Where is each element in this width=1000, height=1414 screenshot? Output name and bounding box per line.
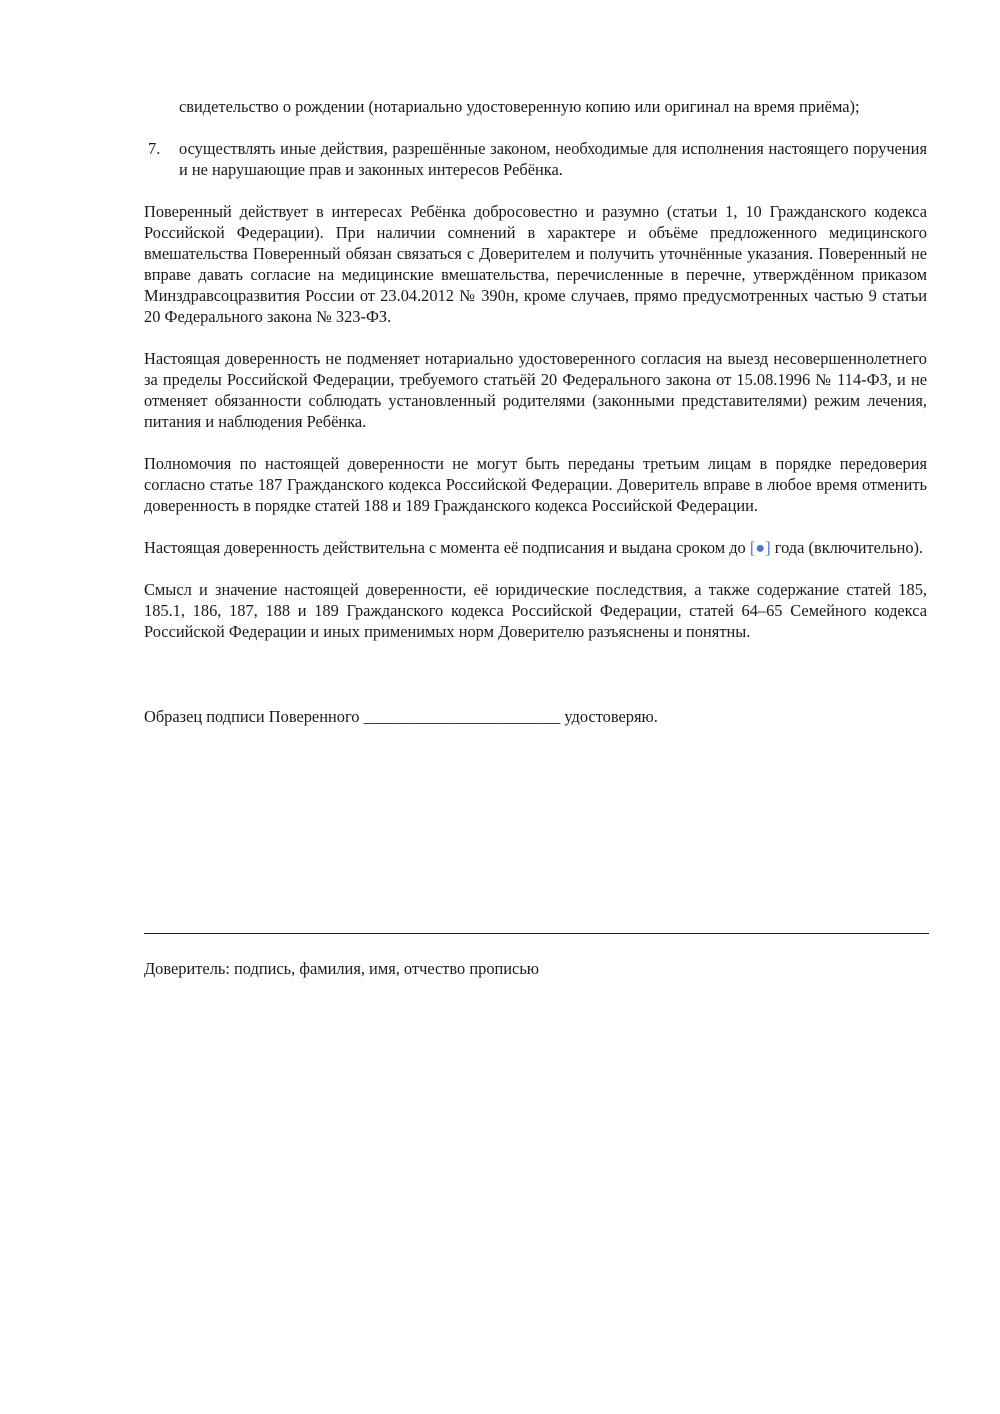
list-item-text: осуществлять иные действия, разрешённые законом, необходимые для исполнения настоящего поручения и не нарушающие прав и законных интересов Ребёнка.: [179, 139, 927, 179]
attorney-signature-sample: Образец подписи Поверенного ________________________ удостоверяю.: [144, 707, 658, 726]
document-page: [144, 96, 927, 727]
list-item-number: 7.: [148, 139, 161, 158]
paragraph-attorney-duties: Поверенный действует в интересах Ребёнка добросовестно и разумно (статьи 1, 10 Гражданского кодекса Российской Федерации). При наличии сомнений в характере и объёме предложенного медицинского вмешательства Поверенный обязан связаться с Доверителем и получить уточнённые указания. Поверенный не вправе давать согласие на медицинские вмешательства, перечисленные в перечне, утверждённом приказом Минздравсоцразвития России от 23.04.2012 № 390н, кроме случаев, прямо предусмотренных частью 9 статьи 20 Федерального закона № 323-ФЗ.: [144, 202, 927, 326]
paragraph-delegation: Полномочия по настоящей доверенности не могут быть переданы третьим лицам в порядке передоверия согласно статье 187 Гражданского кодекса Российской Федерации. Доверитель вправе в любое время отменить доверенность в порядке статей 188 и 189 Гражданского кодекса Российской Федерации.: [144, 454, 927, 515]
list-item-continuation: свидетельство о рождении (нотариально удостоверенную копию или оригинал на время приёма);: [179, 97, 860, 116]
signature-line: [144, 933, 929, 934]
principal-signature-caption: Доверитель: подпись, фамилия, имя, отчество прописью: [144, 959, 540, 978]
paragraph-travel-consent: Настоящая доверенность не подменяет нотариально удостоверенного согласия на выезд несовершеннолетнего за пределы Российской Федерации, требуемого статьёй 20 Федерального закона от 15.08.1996 № 114-ФЗ, и не отменяет обязанности соблюдать установленный родителями (законными представителями) режим лечения, питания и наблюдения Ребёнка.: [144, 349, 927, 431]
date-placeholder: [●]: [749, 538, 771, 557]
paragraph-validity: [144, 537, 927, 558]
list-item-7: [144, 138, 927, 180]
validity-text-end: года (включительно).: [770, 538, 924, 557]
paragraph-explanation: Смысл и значение настоящей доверенности, её юридические последствия, а также содержание статей 185, 185.1, 186, 187, 188 и 189 Гражданского кодекса Российской Федерации, статей 64–65 Семейного кодекса Российской Федерации и иных применимых норм Доверителю разъяснены и понятны.: [144, 580, 927, 641]
validity-text: Настоящая доверенность действительна с момента её подписания и выдана сроком до: [144, 538, 750, 557]
